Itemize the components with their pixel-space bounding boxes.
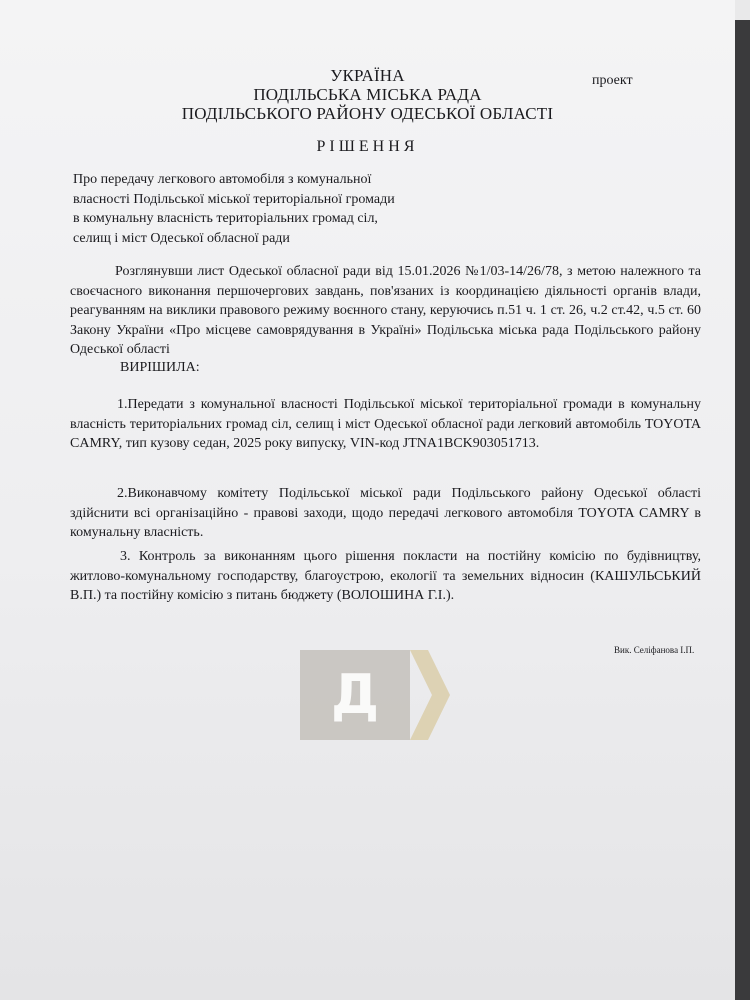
document-title: РІШЕННЯ — [316, 138, 419, 155]
decided-heading: ВИРІШИЛА: — [120, 360, 200, 375]
header-district: ПОДІЛЬСЬКОГО РАЙОНУ ОДЕСЬКОЇ ОБЛАСТІ — [181, 104, 554, 123]
header-country: УКРАЇНА — [330, 66, 405, 85]
subject-line: Про передачу легкового автомобіля з комунальної — [73, 172, 372, 187]
decision-item-3: 3. Контроль за виконанням цього рішення покласти на постійну комісію по будівництву, житлово-комунальному господарству, благоустрою, екології та земельних відносин (КАШУЛЬСЬКИЙ В.П.) та постійну комісію з питань бюджету (ВОЛОШИНА Г.І.). — [70, 549, 701, 603]
decision-subject — [73, 170, 473, 248]
decision-item-2: 2.Виконавчому комітету Подільської міської ради Подільського району Одеської області здійснити всі організаційно - правові заходи, щодо передачі легкового автомобіля TOYOTA CAMRY в комунальну власність. — [70, 486, 701, 540]
draft-mark: проект — [592, 73, 633, 88]
subject-line: власності Подільської міської територіальної громади — [73, 191, 395, 207]
subject-line: в комунальну власність територіальних громад сіл, — [73, 211, 378, 226]
header-council: ПОДІЛЬСЬКА МІСЬКА РАДА — [253, 85, 482, 104]
executor-signature: Вик. Селіфанова І.П. — [614, 645, 695, 655]
preamble-paragraph: Розглянувши лист Одеської обласної ради від 15.01.2026 №1/03-14/26/78, з метою належного та своєчасного виконання першочергових завдань, пов'язаних із координацією діяльності органів влади, реагуванням на виклики правового режиму воєнного стану, керуючись п.51 ч. 1 ст. 26, ч.2 ст.42, ч.5 ст. 60 Закону України «Про місцеве самоврядування в Україні» Подільська міська рада Подільського району Одеської області — [70, 264, 701, 357]
watermark-letter: Д — [330, 663, 380, 726]
watermark-logo — [300, 650, 410, 740]
subject-line: селищ і міст Одеської обласної ради — [73, 230, 290, 246]
decision-item-1: 1.Передати з комунальної власності Подільської міської територіальної громади в комунальну власність територіальних громад сіл, селищ і міст Одеської обласної ради легковий автомобіль TOYOTA CAMRY, тип кузову седан, 2025 року випуску, VIN-код JTNA1BCK903051713. — [70, 397, 701, 451]
chevron-right-icon — [406, 650, 452, 740]
